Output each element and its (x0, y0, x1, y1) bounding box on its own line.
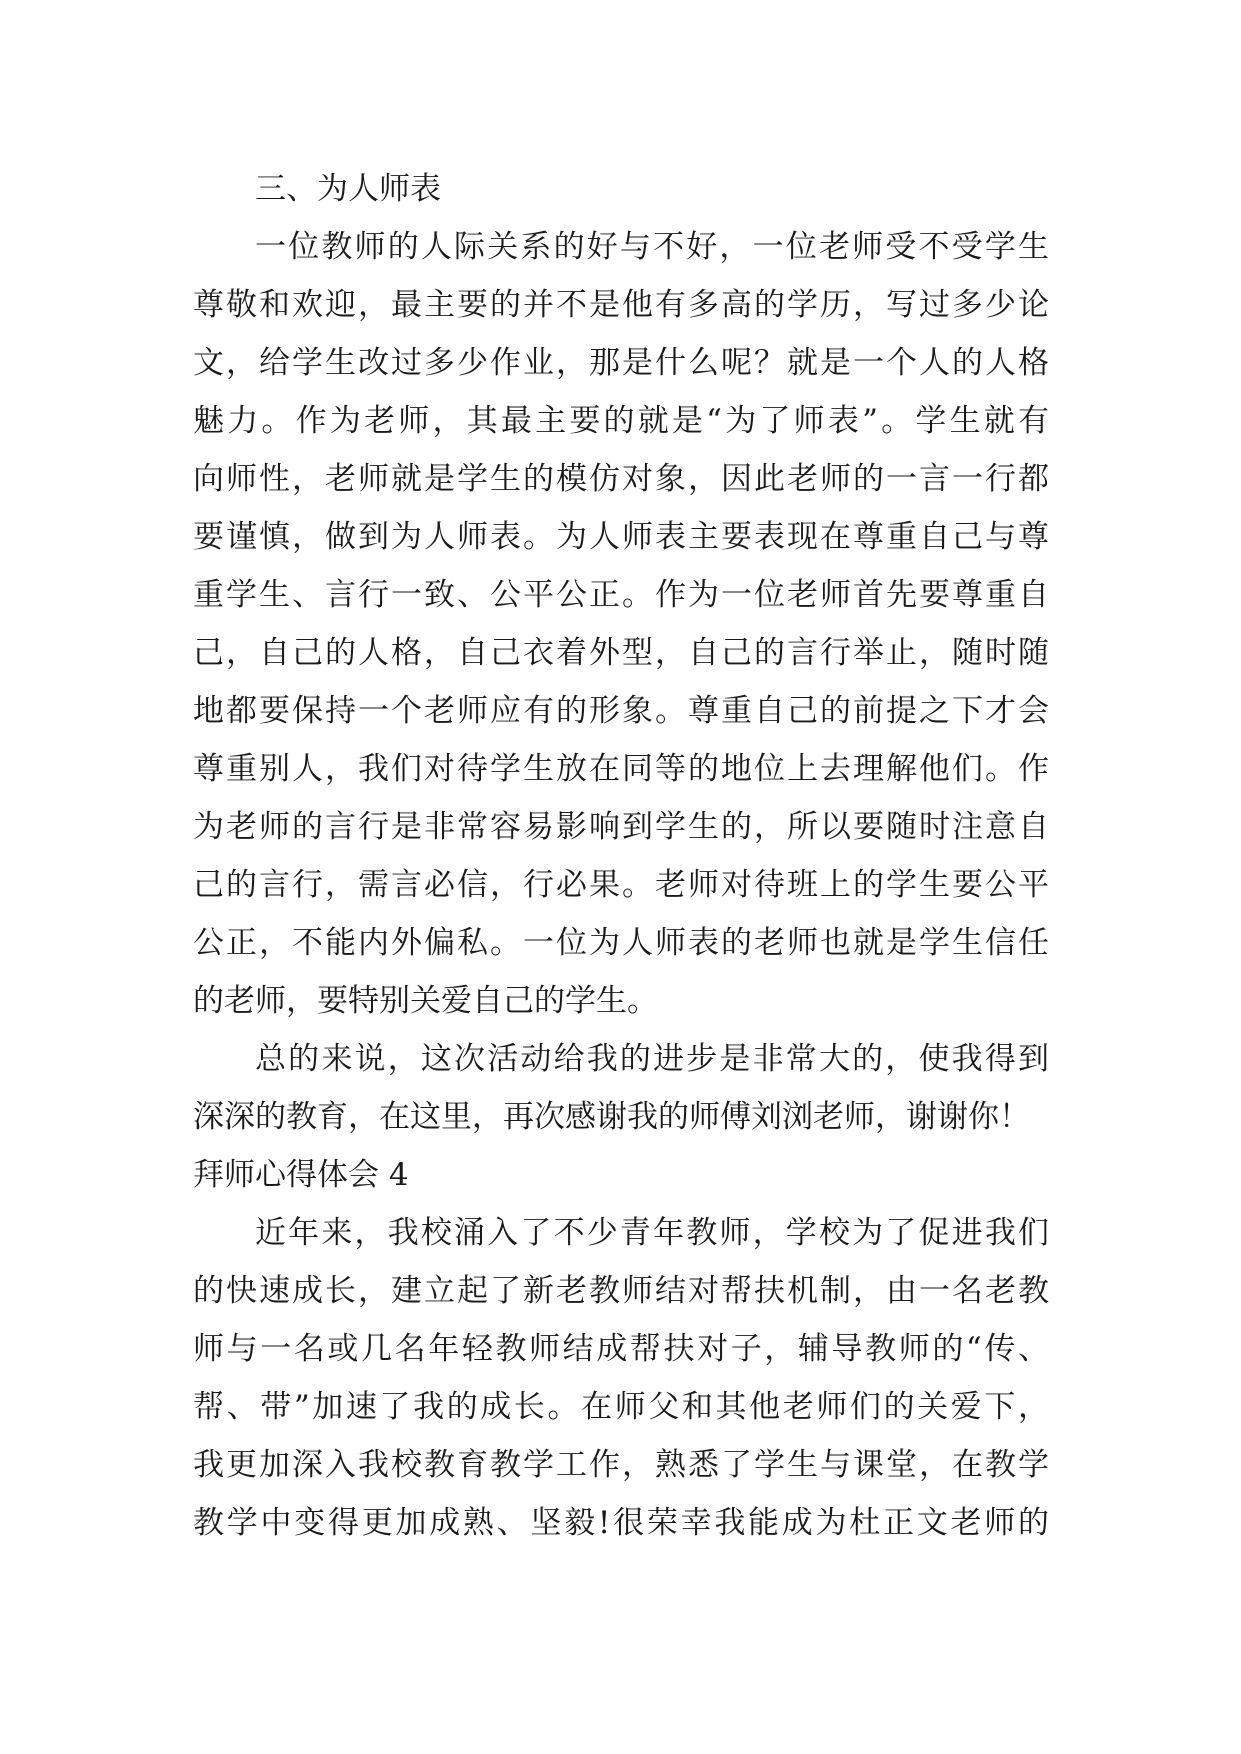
text-line: 地都要保持一个老师应有的形象。尊重自己的前提之下才会 (193, 693, 1049, 729)
text-line: 帮、带”加速了我的成长。在师父和其他老师们的关爱下， (193, 1389, 1049, 1425)
text-line: 的老师，要特别关爱自己的学生。 (193, 983, 658, 1019)
text-line: 近年来，我校涌入了不少青年教师，学校为了促进我们 (255, 1215, 1049, 1251)
paragraph-summary (193, 1030, 1049, 1146)
section-heading: 三、为人师表 (255, 171, 441, 207)
text-line: 深深的教育，在这里，再次感谢我的师傅刘浏老师，谢谢你！ (193, 1099, 1030, 1135)
text-line: 的快速成长，建立起了新老教师结对帮扶机制，由一名老教 (193, 1273, 1049, 1309)
paragraph-personal-example (193, 218, 1049, 1030)
text-line: 我更加深入我校教育教学工作，熟悉了学生与课堂，在教学 (193, 1447, 1049, 1483)
text-line: 公正，不能内外偏私。一位为人师表的老师也就是学生信任 (193, 925, 1049, 961)
text-line: 尊敬和欢迎，最主要的并不是他有多高的学历，写过多少论 (193, 287, 1049, 323)
essay-title: 拜师心得体会 4 (193, 1157, 409, 1193)
text-line: 教学中变得更加成熟、坚毅!很荣幸我能成为杜正文老师的 (193, 1505, 1049, 1541)
text-line: 师与一名或几名年轻教师结成帮扶对子，辅导教师的“传、 (193, 1331, 1049, 1367)
text-line: 己，自己的人格，自己衣着外型，自己的言行举止，随时随 (193, 635, 1049, 671)
text-line: 己的言行，需言必信，行必果。老师对待班上的学生要公平 (193, 867, 1049, 903)
paragraph-intro (193, 1204, 1049, 1552)
document-body (193, 160, 1049, 1552)
text-line: 一位教师的人际关系的好与不好，一位老师受不受学生 (255, 229, 1049, 265)
text-line: 总的来说，这次活动给我的进步是非常大的，使我得到 (255, 1041, 1049, 1077)
text-line: 尊重别人，我们对待学生放在同等的地位上去理解他们。作 (193, 751, 1049, 787)
text-line: 魅力。作为老师，其最主要的就是“为了师表”。学生就有 (193, 403, 1049, 439)
text-line: 重学生、言行一致、公平公正。作为一位老师首先要尊重自 (193, 577, 1049, 613)
text-line: 向师性，老师就是学生的模仿对象，因此老师的一言一行都 (193, 461, 1049, 497)
text-line: 要谨慎，做到为人师表。为人师表主要表现在尊重自己与尊 (193, 519, 1049, 555)
text-line: 文，给学生改过多少作业，那是什么呢？就是一个人的人格 (193, 345, 1049, 381)
text-line: 为老师的言行是非常容易影响到学生的，所以要随时注意自 (193, 809, 1049, 845)
